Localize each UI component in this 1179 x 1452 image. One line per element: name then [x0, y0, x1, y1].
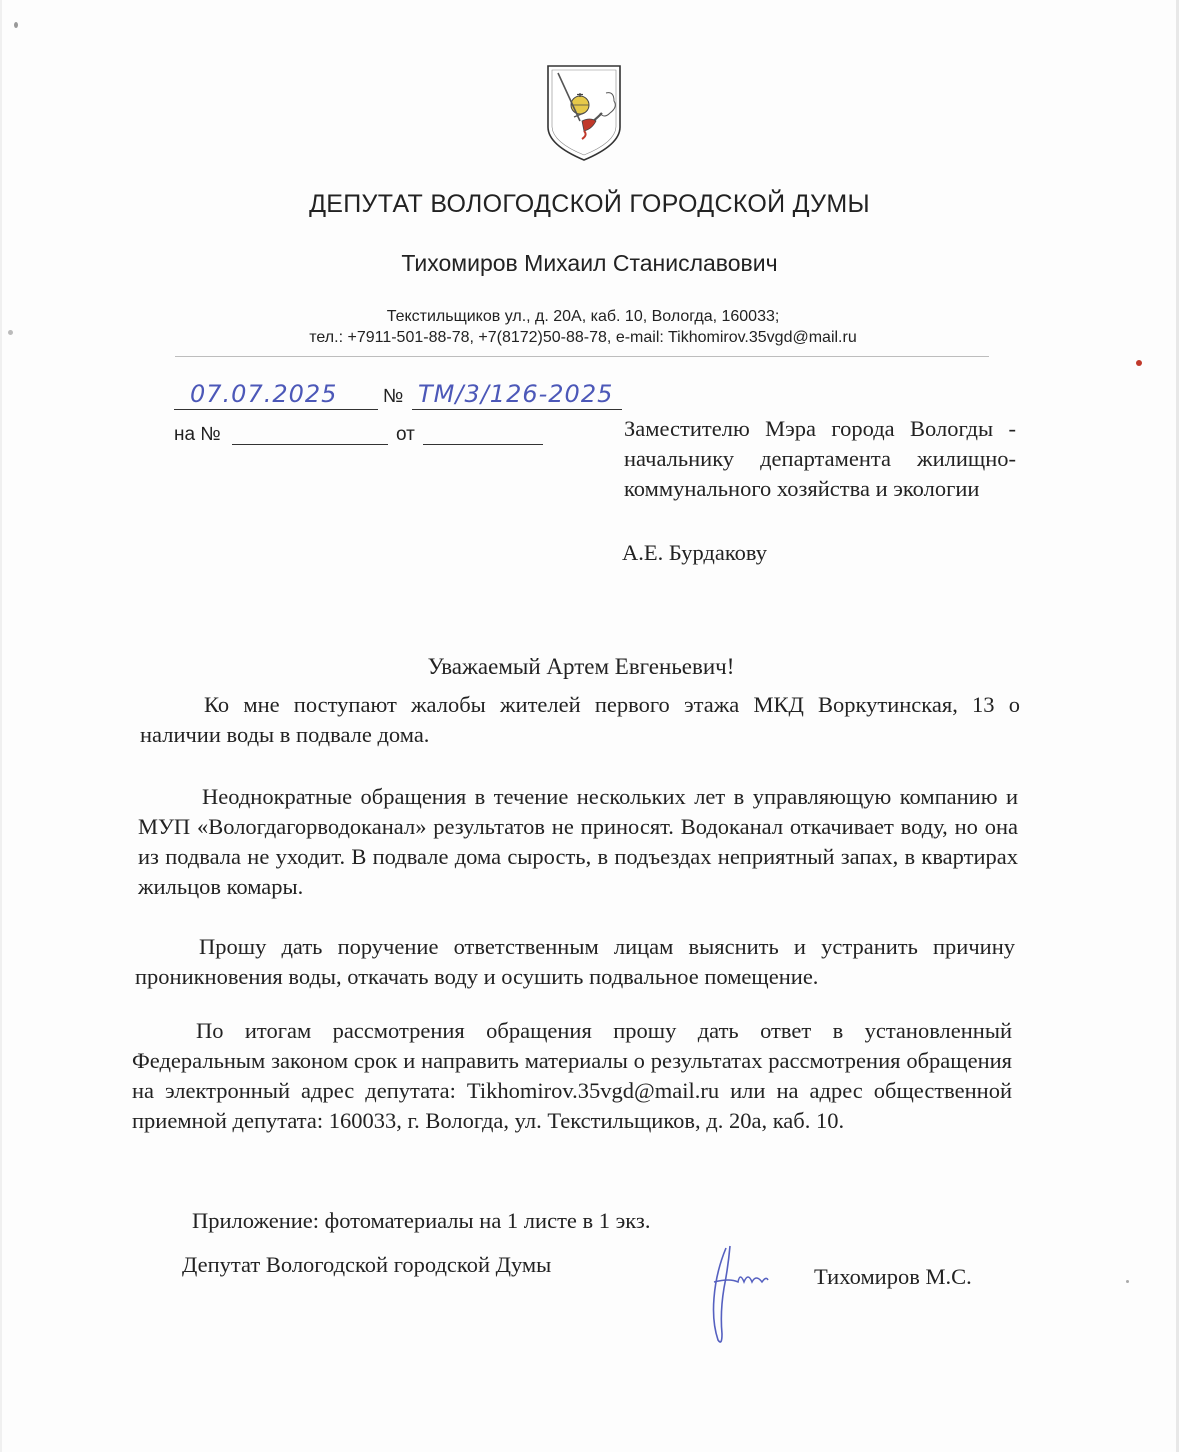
- date-underline: [174, 409, 378, 410]
- addressee-name: А.Е. Бурдакову: [622, 540, 768, 565]
- header-contacts: тел.: +7911-501-88-78, +7(8172)50-88-78, e-mail: Tikhomirov.35vgd@mail.ru: [309, 329, 857, 346]
- paragraph-1: Ко мне поступают жалобы жителей первого этажа МКД Воркутинская, 13 о наличии воды в подвале дома.: [140, 692, 1020, 747]
- paragraph-2: Неоднократные обращения в течение нескольких лет в управляющую компанию и МУП «Вологдагорводоканал» результатов не приносят. Водоканал откачивает воду, но она из подвала не уходит. В подвале дома сырость, в подъездах неприятный запах, в квартирах жильцов комары.: [138, 784, 1018, 899]
- handwritten-number: ТМ/3/126-2025: [418, 380, 614, 408]
- reply-number-blank: [232, 444, 388, 445]
- from-label: от: [396, 424, 415, 445]
- scan-speck: [1126, 1280, 1129, 1283]
- scan-speck: [14, 22, 18, 28]
- scan-speck: [1136, 360, 1142, 366]
- addressee-position: Заместителю Мэра города Вологды - начальнику департамента жилищно-коммунального хозяйства и экологии: [624, 416, 1016, 501]
- header-deputy-name: Тихомиров Михаил Станиславович: [401, 250, 778, 276]
- header-divider: [175, 356, 989, 357]
- paragraph-3: Прошу дать поручение ответственным лицам выяснить и устранить причину проникновения воды, откачать воду и осушить подвальное помещение.: [135, 934, 1015, 989]
- vologda-coat-of-arms-icon: [544, 63, 624, 163]
- header-title: ДЕПУТАТ ВОЛОГОДСКОЙ ГОРОДСКОЙ ДУМЫ: [309, 190, 870, 218]
- signatory-position: Депутат Вологодской городской Думы: [182, 1252, 552, 1277]
- handwritten-signature-icon: [700, 1242, 780, 1346]
- greeting: Уважаемый Артем Евгеньевич!: [427, 654, 735, 679]
- handwritten-date: 07.07.2025: [190, 380, 338, 408]
- signatory-name: Тихомиров М.С.: [814, 1264, 972, 1289]
- number-sign: №: [383, 386, 404, 407]
- reply-date-blank: [423, 444, 543, 445]
- attachment-note: Приложение: фотоматериалы на 1 листе в 1 экз.: [192, 1208, 651, 1233]
- scan-speck: [8, 330, 13, 335]
- header-address: Текстильщиков ул., д. 20А, каб. 10, Вологда, 160033;: [386, 308, 780, 325]
- number-underline: [412, 409, 622, 410]
- paragraph-4: По итогам рассмотрения обращения прошу дать ответ в установленный Федеральным законом срок и направить материалы о результатах рассмотрения обращения на электронный адрес депутата: Tikhomirov.35vgd@mail.ru или на адрес общественной приемной депутата: 160033, г. Вологда, ул. Текстильщиков, д. 20а, каб. 10.: [132, 1018, 1012, 1133]
- reply-label: на №: [174, 424, 221, 445]
